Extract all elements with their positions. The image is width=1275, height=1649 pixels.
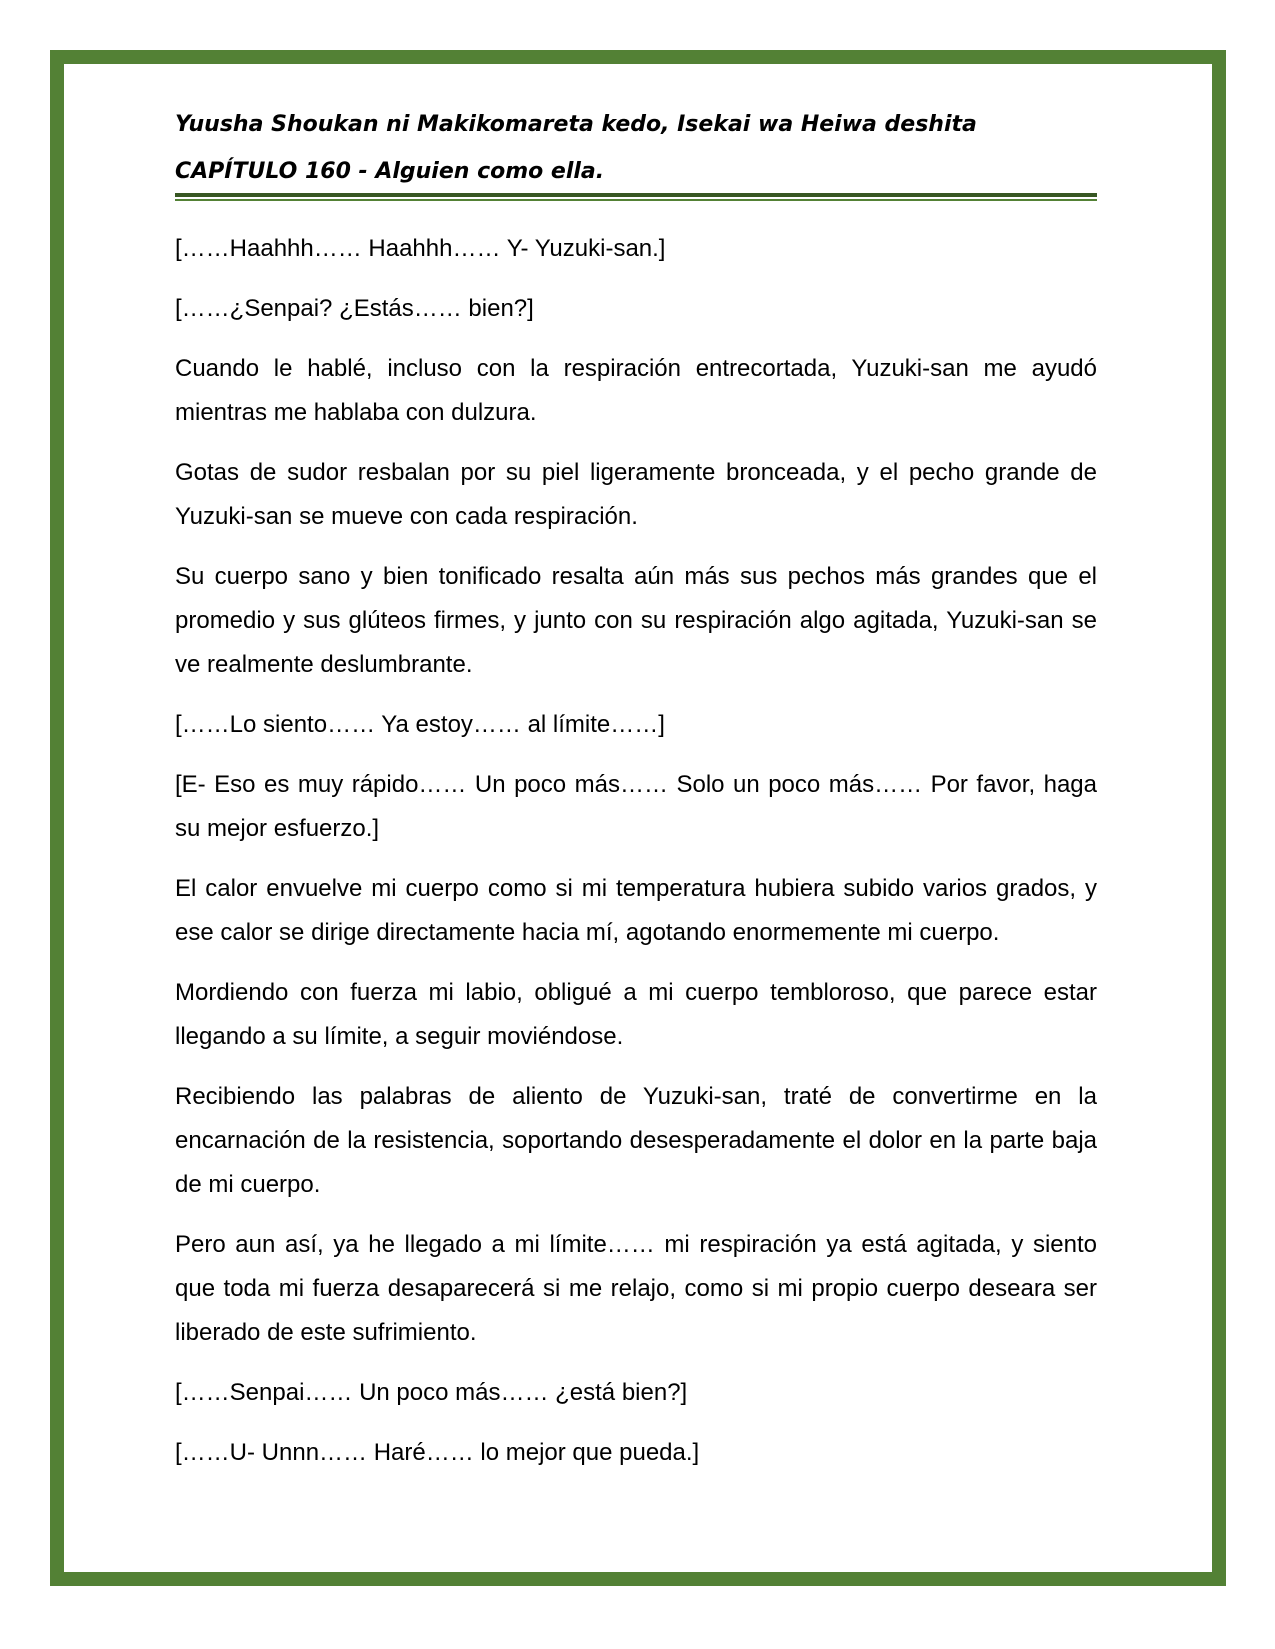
divider-thin-line [175,199,1097,201]
paragraph: El calor envuelve mi cuerpo como si mi temperatura hubiera subido varios grados, y ese calor se dirige directamente hacia mí, agotando enormemente mi cuerpo. [175,875,1097,946]
paragraph: Cuando le hablé, incluso con la respiración entrecortada, Yuzuki-san me ayudó mientras me hablaba con dulzura. [175,355,1097,426]
paragraph: Recibiendo las palabras de aliento de Yuzuki-san, traté de convertirme en la encarnación de la resistencia, soportando desesperadamente el dolor en la parte baja de mi cuerpo. [175,1083,1097,1198]
paragraph: [……Lo siento…… Ya estoy…… al límite……] [175,711,665,738]
paragraph: [E- Eso es muy rápido…… Un poco más…… Solo un poco más…… Por favor, haga su mejor esfuerzo.] [175,771,1097,842]
chapter-title: CAPÍTULO 160 - Alguien como ella. [175,159,605,184]
paragraph: Gotas de sudor resbalan por su piel ligeramente bronceada, y el pecho grande de Yuzuki-san se mueve con cada respiración. [175,459,1097,530]
paragraph: Su cuerpo sano y bien tonificado resalta aún más sus pechos más grandes que el promedio y sus glúteos firmes, y junto con su respiración algo agitada, Yuzuki-san se ve realmente deslumbrante. [175,563,1097,678]
paragraph: Mordiendo con fuerza mi labio, obligué a mi cuerpo tembloroso, que parece estar llegando a su límite, a seguir moviéndose. [175,979,1097,1050]
paragraph: [……Senpai…… Un poco más…… ¿está bien?] [175,1379,688,1406]
paragraph: Pero aun así, ya he llegado a mi límite…… mi respiración ya está agitada, y siento que toda mi fuerza desaparecerá si me relajo, como si mi propio cuerpo deseara ser liberado de este sufrimiento. [175,1231,1097,1346]
paragraph: [……¿Senpai? ¿Estás…… bien?] [175,295,534,322]
header-divider [175,193,1097,201]
paragraph: [……Haahhh…… Haahhh…… Y- Yuzuki-san.] [175,235,666,262]
document-content [175,110,1097,1491]
paragraph: [……U- Unnn…… Haré…… lo mejor que pueda.] [175,1439,700,1466]
series-title: Yuusha Shoukan ni Makikomareta kedo, Isekai wa Heiwa deshita [175,112,977,137]
